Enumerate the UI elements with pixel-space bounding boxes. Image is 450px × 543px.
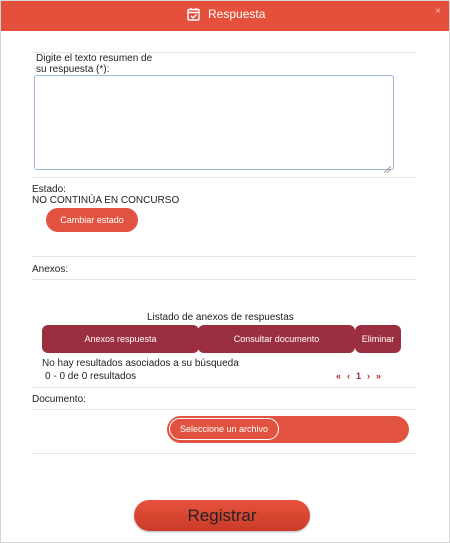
documento-label: Documento:	[32, 394, 86, 405]
divider	[32, 387, 416, 388]
divider	[32, 409, 416, 410]
resumen-label-line2: su respuesta (*):	[36, 64, 110, 75]
resumen-label	[36, 53, 152, 75]
anexos-table-caption: Listado de anexos de respuestas	[147, 312, 294, 323]
calendar-check-icon	[187, 7, 200, 21]
next-page-icon[interactable]: ›	[367, 371, 371, 381]
estado-label: Estado:	[32, 184, 66, 195]
anexos-label: Anexos:	[32, 264, 69, 275]
resize-grip-icon[interactable]	[384, 160, 391, 167]
column-header-consultar[interactable]: Consultar documento	[198, 325, 355, 353]
cambiar-estado-button[interactable]: Cambiar estado	[46, 208, 138, 232]
seleccione-archivo-button[interactable]: Seleccione un archivo	[169, 418, 279, 440]
modal-title-text: Respuesta	[208, 7, 266, 21]
empty-results-message: No hay resultados asociados a su búsqueda	[42, 358, 239, 369]
prev-page-icon[interactable]: ‹	[347, 371, 351, 381]
column-header-anexos[interactable]: Anexos respuesta	[42, 325, 199, 353]
column-header-eliminar[interactable]: Eliminar	[355, 325, 401, 353]
registrar-button[interactable]: Registrar	[134, 500, 310, 531]
divider	[32, 177, 416, 178]
modal-title	[187, 7, 265, 21]
divider	[32, 453, 416, 454]
modal-title-bar	[1, 1, 449, 31]
resumen-label-line1: Digite el texto resumen de	[36, 53, 153, 64]
results-summary: 0 - 0 de 0 resultados	[45, 371, 137, 382]
last-page-icon[interactable]: »	[376, 371, 382, 381]
pagination	[336, 371, 381, 381]
divider	[32, 279, 416, 280]
divider	[32, 256, 416, 257]
first-page-icon[interactable]: «	[336, 371, 342, 381]
estado-value: NO CONTINÚA EN CONCURSO	[32, 195, 180, 206]
current-page[interactable]: 1	[356, 371, 362, 381]
resumen-textarea[interactable]	[34, 75, 394, 170]
close-icon[interactable]: ×	[435, 6, 441, 17]
